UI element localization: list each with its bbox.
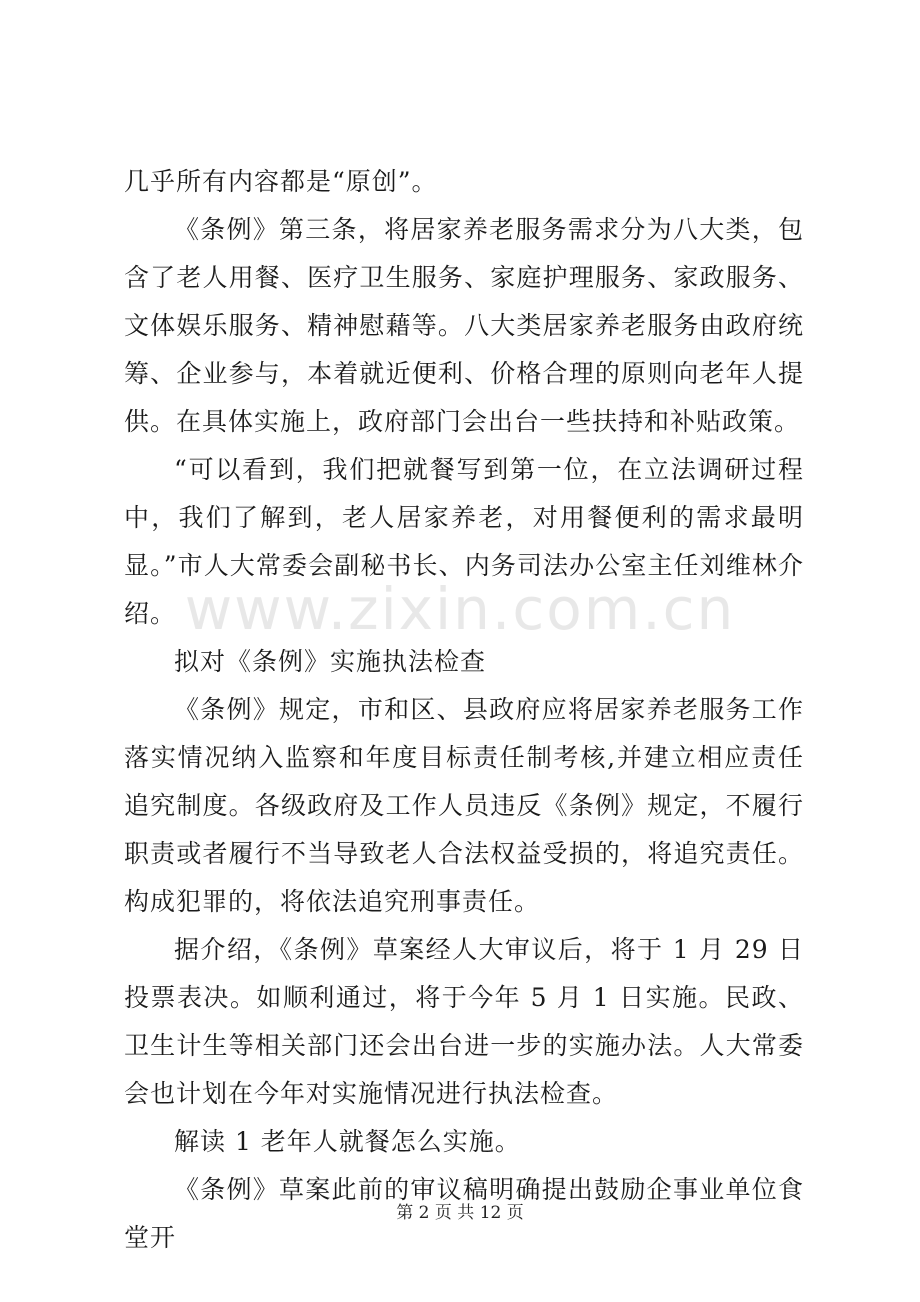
page-footer: 第 2 页 共 12 页	[396, 1203, 524, 1223]
watermark: www.zixin.com.cn	[184, 575, 736, 643]
document-body	[124, 158, 804, 1262]
paragraph-7: 解读 1 老年人就餐怎么实施。	[174, 1127, 521, 1156]
paragraph-5: 《条例》规定，市和区、县政府应将居家养老服务工作落实情况纳入监察和年度目标责任制考核,并建立相应责任追究制度。各级政府及工作人员违反《条例》规定，不履行职责或者履行不当导致老人合法权益受损的，将追究责任。构成犯罪的，将依法追究刑事责任。	[124, 695, 804, 916]
paragraph-8: 《条例》草案此前的审议稿明确提出鼓励企事业单位食堂开	[124, 1175, 804, 1252]
paragraph-3: “可以看到，我们把就餐写到第一位，在立法调研过程中，我们了解到，老人居家养老，对用餐便利的需求最明显。”市人大常委会副秘书长、内务司法办公室主任刘维林介绍。	[124, 455, 804, 628]
paragraph-6: 据介绍，《条例》草案经人大审议后，将于 1 月 29 日投票表决。如顺利通过，将于今年 5 月 1 日实施。民政、卫生计生等相关部门还会出台进一步的实施办法。人大常委会也计划在今年对实施情况进行执法检查。	[124, 935, 804, 1108]
section-heading: 拟对《条例》实施执法检查	[174, 647, 487, 676]
paragraph-1: 几乎所有内容都是“原创”。	[124, 167, 438, 196]
paragraph-2: 《条例》第三条，将居家养老服务需求分为八大类，包含了老人用餐、医疗卫生服务、家庭护理服务、家政服务、文体娱乐服务、精神慰藉等。八大类居家养老服务由政府统筹、企业参与，本着就近便利、价格合理的原则向老年人提供。在具体实施上，政府部门会出台一些扶持和补贴政策。	[124, 215, 804, 436]
